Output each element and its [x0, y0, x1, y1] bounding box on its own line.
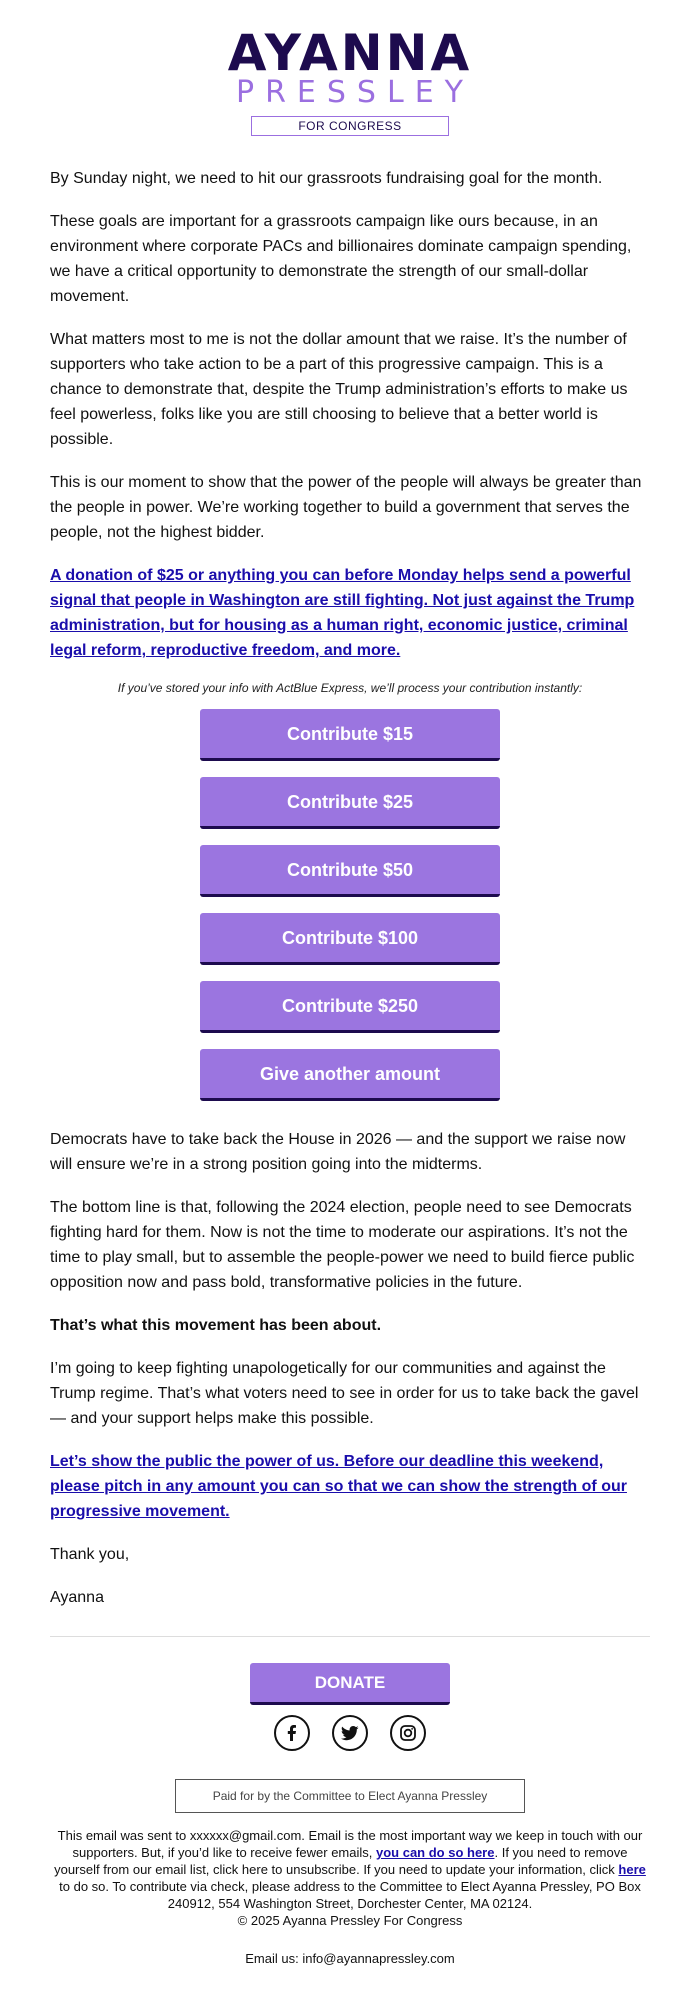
logo-surname: PRESSLEY — [236, 75, 474, 110]
fewer-emails-link[interactable]: you can do so here — [376, 1845, 495, 1860]
paragraph-5: Democrats have to take back the House in 2026 — and the support we raise now will ensure we’re in a strong position going into the midterms. — [50, 1131, 626, 1173]
deadline-link[interactable]: Let’s show the public the power of us. Before our deadline this weekend, please pitch in any amount you can so that we can show the strength of our progressive movement. — [50, 1453, 627, 1520]
copyright: © 2025 Ayanna Pressley For Congress — [237, 1913, 463, 1928]
footer-text-2: . If you need to remove yourself from our email list, click here to unsubscribe. If you need to update your information, click — [54, 1845, 628, 1877]
give-another-amount-button[interactable]: Give another amount — [200, 1049, 500, 1101]
facebook-icon[interactable] — [274, 1715, 310, 1751]
deadline-link-paragraph — [50, 1449, 650, 1524]
contribution-buttons — [50, 709, 650, 1101]
contribute-100-button[interactable]: Contribute $100 — [200, 913, 500, 965]
paid-for-disclaimer: Paid for by the Committee to Elect Ayanna Pressley — [175, 1779, 525, 1813]
logo-tagline: FOR CONGRESS — [251, 116, 449, 136]
update-info-link[interactable]: here — [618, 1862, 646, 1877]
thanks: Thank you, — [50, 1546, 130, 1563]
contribute-250-button[interactable]: Contribute $250 — [200, 981, 500, 1033]
footer-text — [0, 1827, 700, 1929]
signoff: Ayanna — [50, 1589, 104, 1606]
footer-text-1: This email was sent to xxxxxx@gmail.com. Email is the most important way we keep in touch with our supporters. But, if you’d like to receive fewer emails, — [57, 1828, 643, 1860]
divider — [50, 1636, 650, 1637]
paragraph-2: These goals are important for a grassroots campaign like ours because, in an environment where corporate PACs and billionaires dominate campaign spending, we have a critical opportunity to demonstrate the strength of our small-dollar movement. — [50, 213, 632, 305]
paragraph-6: The bottom line is that, following the 2024 election, people need to see Democrats fighting hard for them. Now is not the time to moderate our aspirations. It’s not the time to play small, but to assemble the people-power we need to build fierce public opposition now and pass bold, transformative policies in the future. — [50, 1199, 635, 1291]
contact-email: Email us: info@ayannapressley.com — [245, 1951, 455, 1966]
paragraph-8: I’m going to keep fighting unapologetically for our communities and against the Trump regime. That’s what voters need to see in order for us to take back the gavel — and your support helps make this possible. — [50, 1360, 639, 1427]
instagram-icon[interactable] — [390, 1715, 426, 1751]
contribute-15-button[interactable]: Contribute $15 — [200, 709, 500, 761]
actblue-note: If you’ve stored your info with ActBlue Express, we’ll process your contribution instantly: — [117, 681, 583, 695]
contribute-50-button[interactable]: Contribute $50 — [200, 845, 500, 897]
twitter-icon[interactable] — [332, 1715, 368, 1751]
paragraph-3: What matters most to me is not the dollar amount that we raise. It’s the number of supporters who take action to be a part of this progressive campaign. This is a chance to demonstrate that, despite the Trump administration’s efforts to make us feel powerless, folks like you are still choosing to believe that a better world is possible. — [50, 331, 628, 448]
contribute-25-button[interactable]: Contribute $25 — [200, 777, 500, 829]
paragraph-1: By Sunday night, we need to hit our grassroots fundraising goal for the month. — [50, 170, 603, 187]
donate-button[interactable]: DONATE — [250, 1663, 450, 1705]
footer-text-3: to do so. To contribute via check, please address to the Committee to Elect Ayanna Pressley, PO Box 240912, 554 Washington Street, Dorchester Center, MA 02124. — [59, 1879, 641, 1911]
paragraph-7: That’s what this movement has been about. — [50, 1317, 382, 1334]
logo-name: AYANNA — [227, 24, 473, 82]
paragraph-4: This is our moment to show that the power of the people will always be greater than the people in power. We’re working together to build a government that serves the people, not the highest bidder. — [50, 474, 642, 541]
donation-link-paragraph — [50, 563, 650, 663]
email-body — [0, 166, 700, 1610]
campaign-logo — [0, 0, 700, 136]
social-links — [0, 1715, 700, 1751]
donation-link[interactable]: A donation of $25 or anything you can before Monday helps send a powerful signal that people in Washington are still fighting. Not just against the Trump administration, but for housing as a human right, economic justice, criminal legal reform, reproductive freedom, and more. — [50, 567, 635, 659]
